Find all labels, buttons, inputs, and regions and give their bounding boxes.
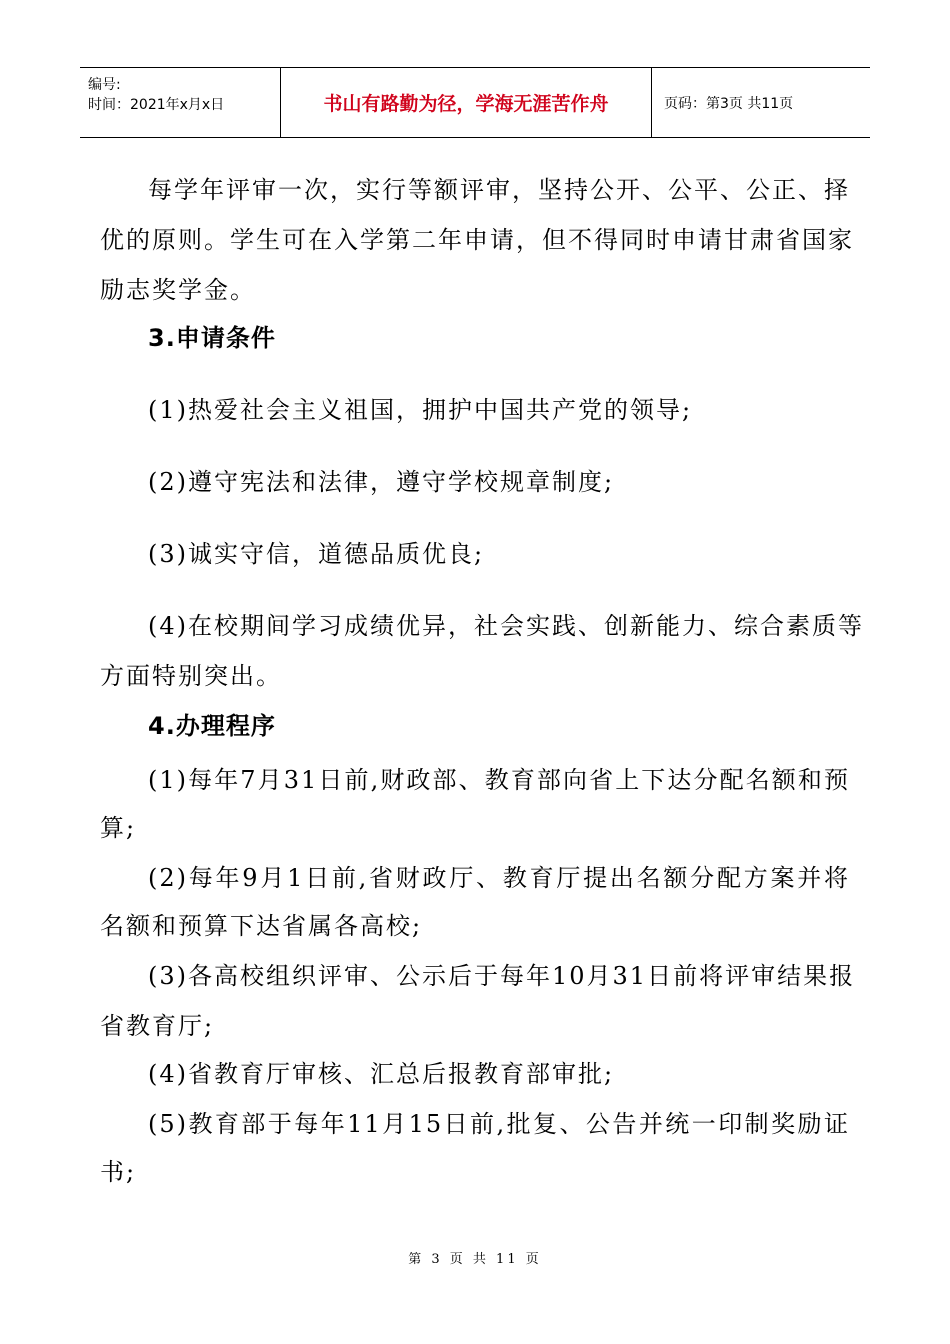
body-line: 励志奖学金。	[100, 276, 256, 304]
page-header	[80, 67, 870, 138]
document-number-label: 编号:	[88, 77, 121, 93]
list-item: (4)省教育厅审核、汇总后报教育部审批;	[148, 1060, 615, 1088]
list-item: (2)每年9月1日前,省财政厅、教育厅提出名额分配方案并将	[148, 864, 850, 892]
list-item: (1)热爱社会主义祖国，拥护中国共产党的领导;	[148, 396, 693, 424]
list-item: (2)遵守宪法和法律，遵守学校规章制度;	[148, 468, 615, 496]
section-heading: 3.申请条件	[148, 324, 276, 352]
list-item: (4)在校期间学习成绩优异，社会实践、创新能力、综合素质等	[148, 612, 864, 640]
body-line: 优的原则。学生可在入学第二年申请，但不得同时申请甘肃省国家	[100, 226, 854, 254]
section-heading: 4.办理程序	[148, 712, 276, 740]
list-item: (1)每年7月31日前,财政部、教育部向省上下达分配名额和预	[148, 766, 850, 794]
header-page-info: 页码：第3页 共11页	[664, 95, 794, 112]
list-item-continuation: 名额和预算下达省属各高校;	[100, 912, 423, 940]
document-date: 时间：2021年x月x日	[88, 97, 225, 113]
list-item-continuation: 方面特别突出。	[100, 662, 282, 690]
header-motto: 书山有路勤为径，学海无涯苦作舟	[281, 68, 652, 137]
list-item-continuation: 书;	[100, 1158, 137, 1186]
list-item-continuation: 省教育厅;	[100, 1012, 215, 1040]
list-item: (3)各高校组织评审、公示后于每年10月31日前将评审结果报	[148, 962, 856, 990]
header-meta	[80, 68, 281, 137]
list-item-continuation: 算;	[100, 814, 137, 842]
list-item: (5)教育部于每年11月15日前,批复、公告并统一印制奖励证	[148, 1110, 850, 1138]
list-item: (3)诚实守信，道德品质优良;	[148, 540, 485, 568]
body-line: 每学年评审一次，实行等额评审，坚持公开、公平、公正、择	[148, 176, 850, 204]
page-footer: 第 3 页 共 11 页	[408, 1252, 542, 1267]
